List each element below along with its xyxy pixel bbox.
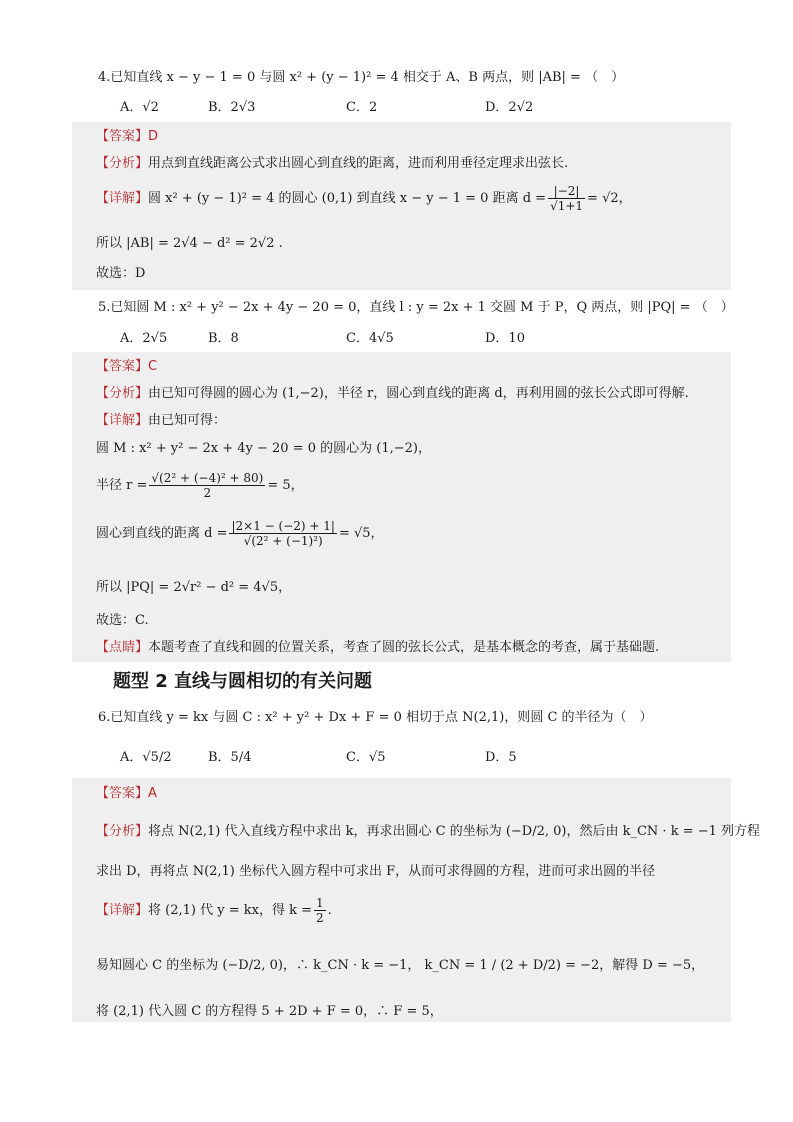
q6-answer-line: 【答案】A xyxy=(96,786,157,801)
q6-option-b: B．5/4 xyxy=(208,750,252,765)
q6-analysis-line-2: 求出 D，再将点 N(2,1) 坐标代入圆方程中可求出 F，从而可求得圆的方程，进而可求出圆的半径 xyxy=(96,864,656,879)
q4-answer-line: 【答案】D xyxy=(96,129,159,144)
q5-option-b: B．8 xyxy=(208,331,239,346)
q5-detail-line: 【详解】由已知可得： xyxy=(96,413,227,428)
q5-option-d: D．10 xyxy=(485,331,525,346)
q4-detail-line-2: 所以 |AB| = 2√4 − d² = 2√2 . xyxy=(96,236,283,251)
q6-option-d: D．5 xyxy=(485,750,517,765)
q5-radius-fraction: $\frac{\text{√(2² + (−4)² + 80)}}{2}$ xyxy=(151,471,264,500)
q5-solution-box xyxy=(72,352,731,662)
q5-choice: 故选：C. xyxy=(96,613,149,628)
q4-option-b: B．2√3 xyxy=(208,100,256,115)
q5-answer-line: 【答案】C xyxy=(96,359,158,374)
q4-detail-line: 【详解】圆 x² + (y − 1)² = 4 的圆心 (0,1) 到直线 x − y − 1 = 0 距离 d = $\frac{|-2|}{√1+1}$ = √2， xyxy=(96,184,632,213)
q5-detail-line-4: 所以 |PQ| = 2√r² − d² = 4√5， xyxy=(96,580,292,595)
q5-analysis-line: 【分析】由已知可得圆的圆心为 (1,−2)，半径 r，圆心到直线的距离 d，再利用圆的弦长公式即可得解. xyxy=(96,386,689,401)
q4-detail-fraction: $\frac{|-2|}{√1+1}$ xyxy=(550,184,584,213)
q6-detail-line-3: 将 (2,1) 代入圆 C 的方程得 5 + 2D + F = 0，∴ F = 5， xyxy=(96,1004,443,1019)
q5-distance-fraction: $\frac{|2\times 1 - (-2) + 1|}{\text{√(2² + (−1)²)}}$ xyxy=(231,519,335,548)
q6-option-c: C．√5 xyxy=(346,750,386,765)
q5-option-c: C．4√5 xyxy=(346,331,394,346)
q6-analysis-line-1: 【分析】将点 N(2,1) 代入直线方程中求出 k，再求出圆心 C 的坐标为 (−D/2, 0)，然后由 k_CN · k = −1 列方程 xyxy=(96,824,761,839)
q6-stem: 6.已知直线 y = kx 与圆 C : x² + y² + Dx + F = 0 相切于点 N(2,1)，则圆 C 的半径为（ ） xyxy=(98,710,653,725)
q5-detail-line-2: 半径 r = $\frac{\text{√(2² + (−4)² + 80)}}{2}$ = 5， xyxy=(96,471,304,500)
q5-detail-line-3: 圆心到直线的距离 d = $\frac{|2\times 1 - (-2) + 1|}{\text{√(2² + (−1)²)}}$ = √5， xyxy=(96,519,384,548)
q5-detail-line-1: 圆 M : x² + y² − 2x + 4y − 20 = 0 的圆心为 (1,−2)， xyxy=(96,441,431,456)
q4-option-d: D．2√2 xyxy=(485,100,534,115)
q5-option-a: A．2√5 xyxy=(120,331,168,346)
section-heading: 题型 2 直线与圆相切的有关问题 xyxy=(113,671,373,692)
q4-option-c: C．2 xyxy=(346,100,378,115)
q6-k-fraction: $\frac{1}{2}$ xyxy=(315,896,324,925)
q6-option-a: A．√5/2 xyxy=(120,750,172,765)
q4-analysis-line: 【分析】用点到直线距离公式求出圆心到直线的距离，进而利用垂径定理求出弦长. xyxy=(96,156,569,171)
q4-solution-box xyxy=(72,122,731,290)
q4-option-a: A．√2 xyxy=(120,100,159,115)
q6-detail-line: 【详解】将 (2,1) 代 y = kx，得 k = $\frac{1}{2}$ . xyxy=(96,896,332,925)
q6-detail-line-2: 易知圆心 C 的坐标为 (−D/2, 0)，∴ k_CN · k = −1， k_CN = 1 / (2 + D/2) = −2，解得 D = −5， xyxy=(96,958,705,973)
q5-stem: 5.已知圆 M : x² + y² − 2x + 4y − 20 = 0，直线 l : y = 2x + 1 交圆 M 于 P，Q 两点，则 |PQ| = （ ） xyxy=(98,300,734,315)
q6-solution-box xyxy=(72,778,761,1022)
q4-stem: 4.已知直线 x − y − 1 = 0 与圆 x² + (y − 1)² = 4 相交于 A、B 两点，则 |AB| = （ ） xyxy=(98,70,625,85)
q5-comment-line: 【点睛】本题考查了直线和圆的位置关系，考查了圆的弦长公式，是基本概念的考查，属于基础题. xyxy=(96,640,660,655)
q4-choice: 故选：D xyxy=(96,266,146,281)
